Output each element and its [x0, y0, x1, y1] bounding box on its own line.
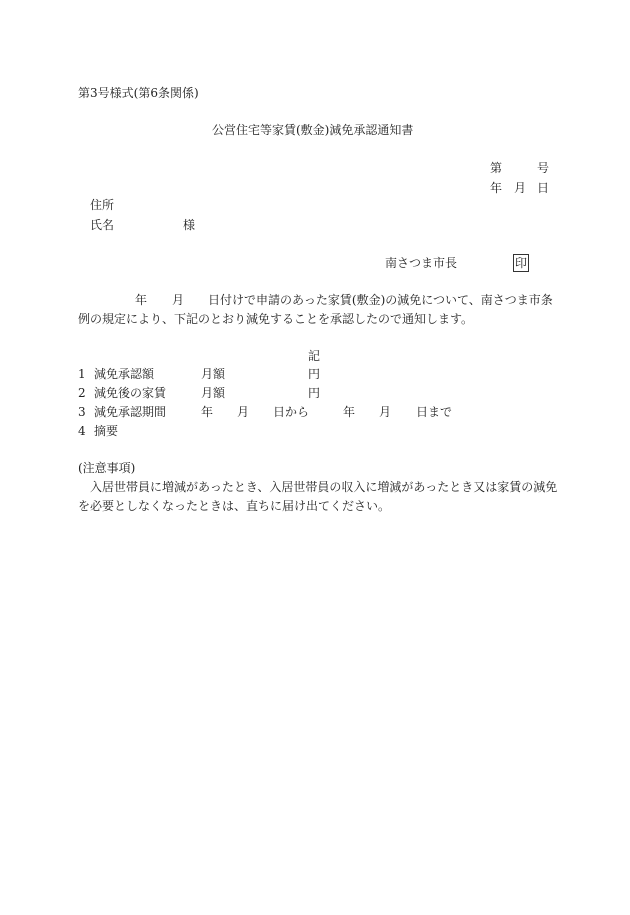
item-2-number: 2 — [78, 386, 86, 400]
body-month: 月 — [172, 293, 185, 307]
issuer-title: 南さつま市長 — [385, 256, 458, 270]
item-3-label: 減免承認期間 — [94, 405, 167, 419]
address-label: 住所 — [90, 198, 115, 212]
item-2-label: 減免後の家賃 — [94, 386, 167, 400]
notes-heading: (注意事項) — [78, 461, 136, 475]
item-1-yen: 円 — [308, 367, 321, 381]
form-label: 第3号様式(第6条関係) — [78, 86, 199, 100]
item-3-until: 日まで — [416, 405, 453, 419]
item-3-month-start: 月 — [237, 405, 250, 419]
item-3-year-end: 年 — [343, 405, 356, 419]
item-2-yen: 円 — [308, 386, 321, 400]
notes-line1: 入居世帯員に増減があったとき、入居世帯員の収入に増減があったとき又は家賃の減免 — [90, 480, 558, 494]
item-3-number: 3 — [78, 405, 86, 419]
body-line2: 例の規定により、下記のとおり減免することを承認したので通知します。 — [78, 312, 474, 326]
notes-line2: を必要としなくなったときは、直ちに届け出てください。 — [78, 499, 391, 513]
body-year: 年 — [135, 293, 148, 307]
item-3-year-start: 年 — [201, 405, 214, 419]
honorific: 様 — [183, 218, 196, 232]
item-4-number: 4 — [78, 424, 86, 438]
item-2-monthly: 月額 — [201, 386, 226, 400]
item-1-label: 減免承認額 — [94, 367, 155, 381]
seal-mark: 印 — [514, 256, 527, 270]
name-label: 氏名 — [90, 218, 115, 232]
number-dai: 第 — [490, 161, 503, 175]
date-month: 月 — [514, 181, 527, 195]
date-year: 年 — [490, 181, 503, 195]
item-1-number: 1 — [78, 367, 86, 381]
item-4-label: 摘要 — [94, 424, 119, 438]
item-3-from: 日から — [273, 405, 310, 419]
item-1-monthly: 月額 — [201, 367, 226, 381]
date-day: 日 — [537, 181, 550, 195]
number-go: 号 — [537, 161, 550, 175]
item-3-month-end: 月 — [379, 405, 392, 419]
ki-heading: 記 — [308, 349, 321, 363]
body-line1: 日付けで申請のあった家賃(敷金)の減免について、南さつま市条 — [208, 293, 553, 307]
document-title: 公営住宅等家賃(敷金)減免承認通知書 — [212, 123, 414, 137]
